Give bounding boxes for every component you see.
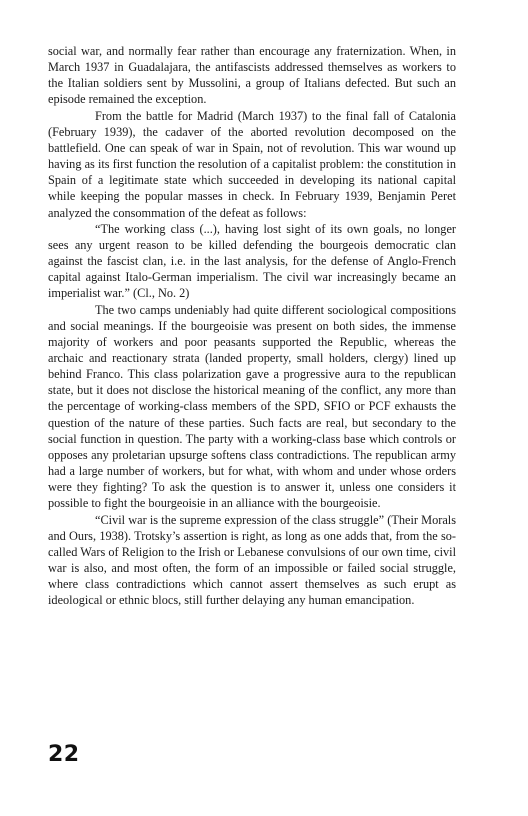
paragraph-1: social war, and normally fear rather than encourage any fraternization. When, in March 1937 in Guadalajara, the antifascists addressed themselves as workers to the Italian soldiers sent by Mussolini, a group of Italians defected. But such an episode remained the exception. <box>48 44 456 107</box>
paragraph-2: From the battle for Madrid (March 1937) to the final fall of Catalonia (February 1939), the cadaver of the aborted revolution decomposed on the battlefield. One can speak of war in Spain, not of revolution. This war wound up having as its first function the resolution of a capitalist problem: the constitution in Spain of a legitimate state which succeeded in developing its national capital while keeping the popular masses in check. In February 1939, Benjamin Peret analyzed the consommation of the defeat as follows: <box>48 108 456 220</box>
body-text <box>48 43 456 608</box>
paragraph-5: “Civil war is the supreme expression of the class struggle” (Their Morals and Ours, 1938). Trotsky’s assertion is right, as long as one adds that, from the so-called Wars of Religion to the Irish or Lebanese convulsions of our own time, civil war is also, and most often, the form of an impossible or failed social struggle, where class contradictions which cannot assert themselves as such erupt as ideological or ethnic blocs, still further delaying any human emancipation. <box>48 512 456 608</box>
page-number: 22 <box>48 742 80 767</box>
paragraph-3-quote: “The working class (...), having lost sight of its own goals, no longer sees any urgent reason to be killed defending the bourgeois democratic clan against the fascist clan, i.e. in the last analysis, for the defense of Anglo-French capital against Italo-German imperialism. The civil war increasingly became an imperialist war.” (Cl., No. 2) <box>48 221 456 301</box>
paragraph-4: The two camps undeniably had quite different sociological compositions and social meanings. If the bourgeoisie was present on both sides, the immense majority of workers and poor peasants supported the Republic, whereas the archaic and reactionary strata (landed property, small holders, clergy) lined up behind Franco. This class polarization gave a progressive aura to the republican state, but it does not disclose the historical meaning of the conflict, any more than the percentage of working-class members of the SPD, SFIO or PCF exhausts the question of the nature of these parties. Such facts are real, but secondary to the social function in question. The party with a working-class base which controls or opposes any proletarian upsurge softens class contradictions. The republican army had a large number of workers, but for what, with whom and under whose orders were they fighting? To ask the question is to answer it, unless one considers it possible to fight the bourgeoisie in an alliance with the bourgeoisie. <box>48 302 456 511</box>
